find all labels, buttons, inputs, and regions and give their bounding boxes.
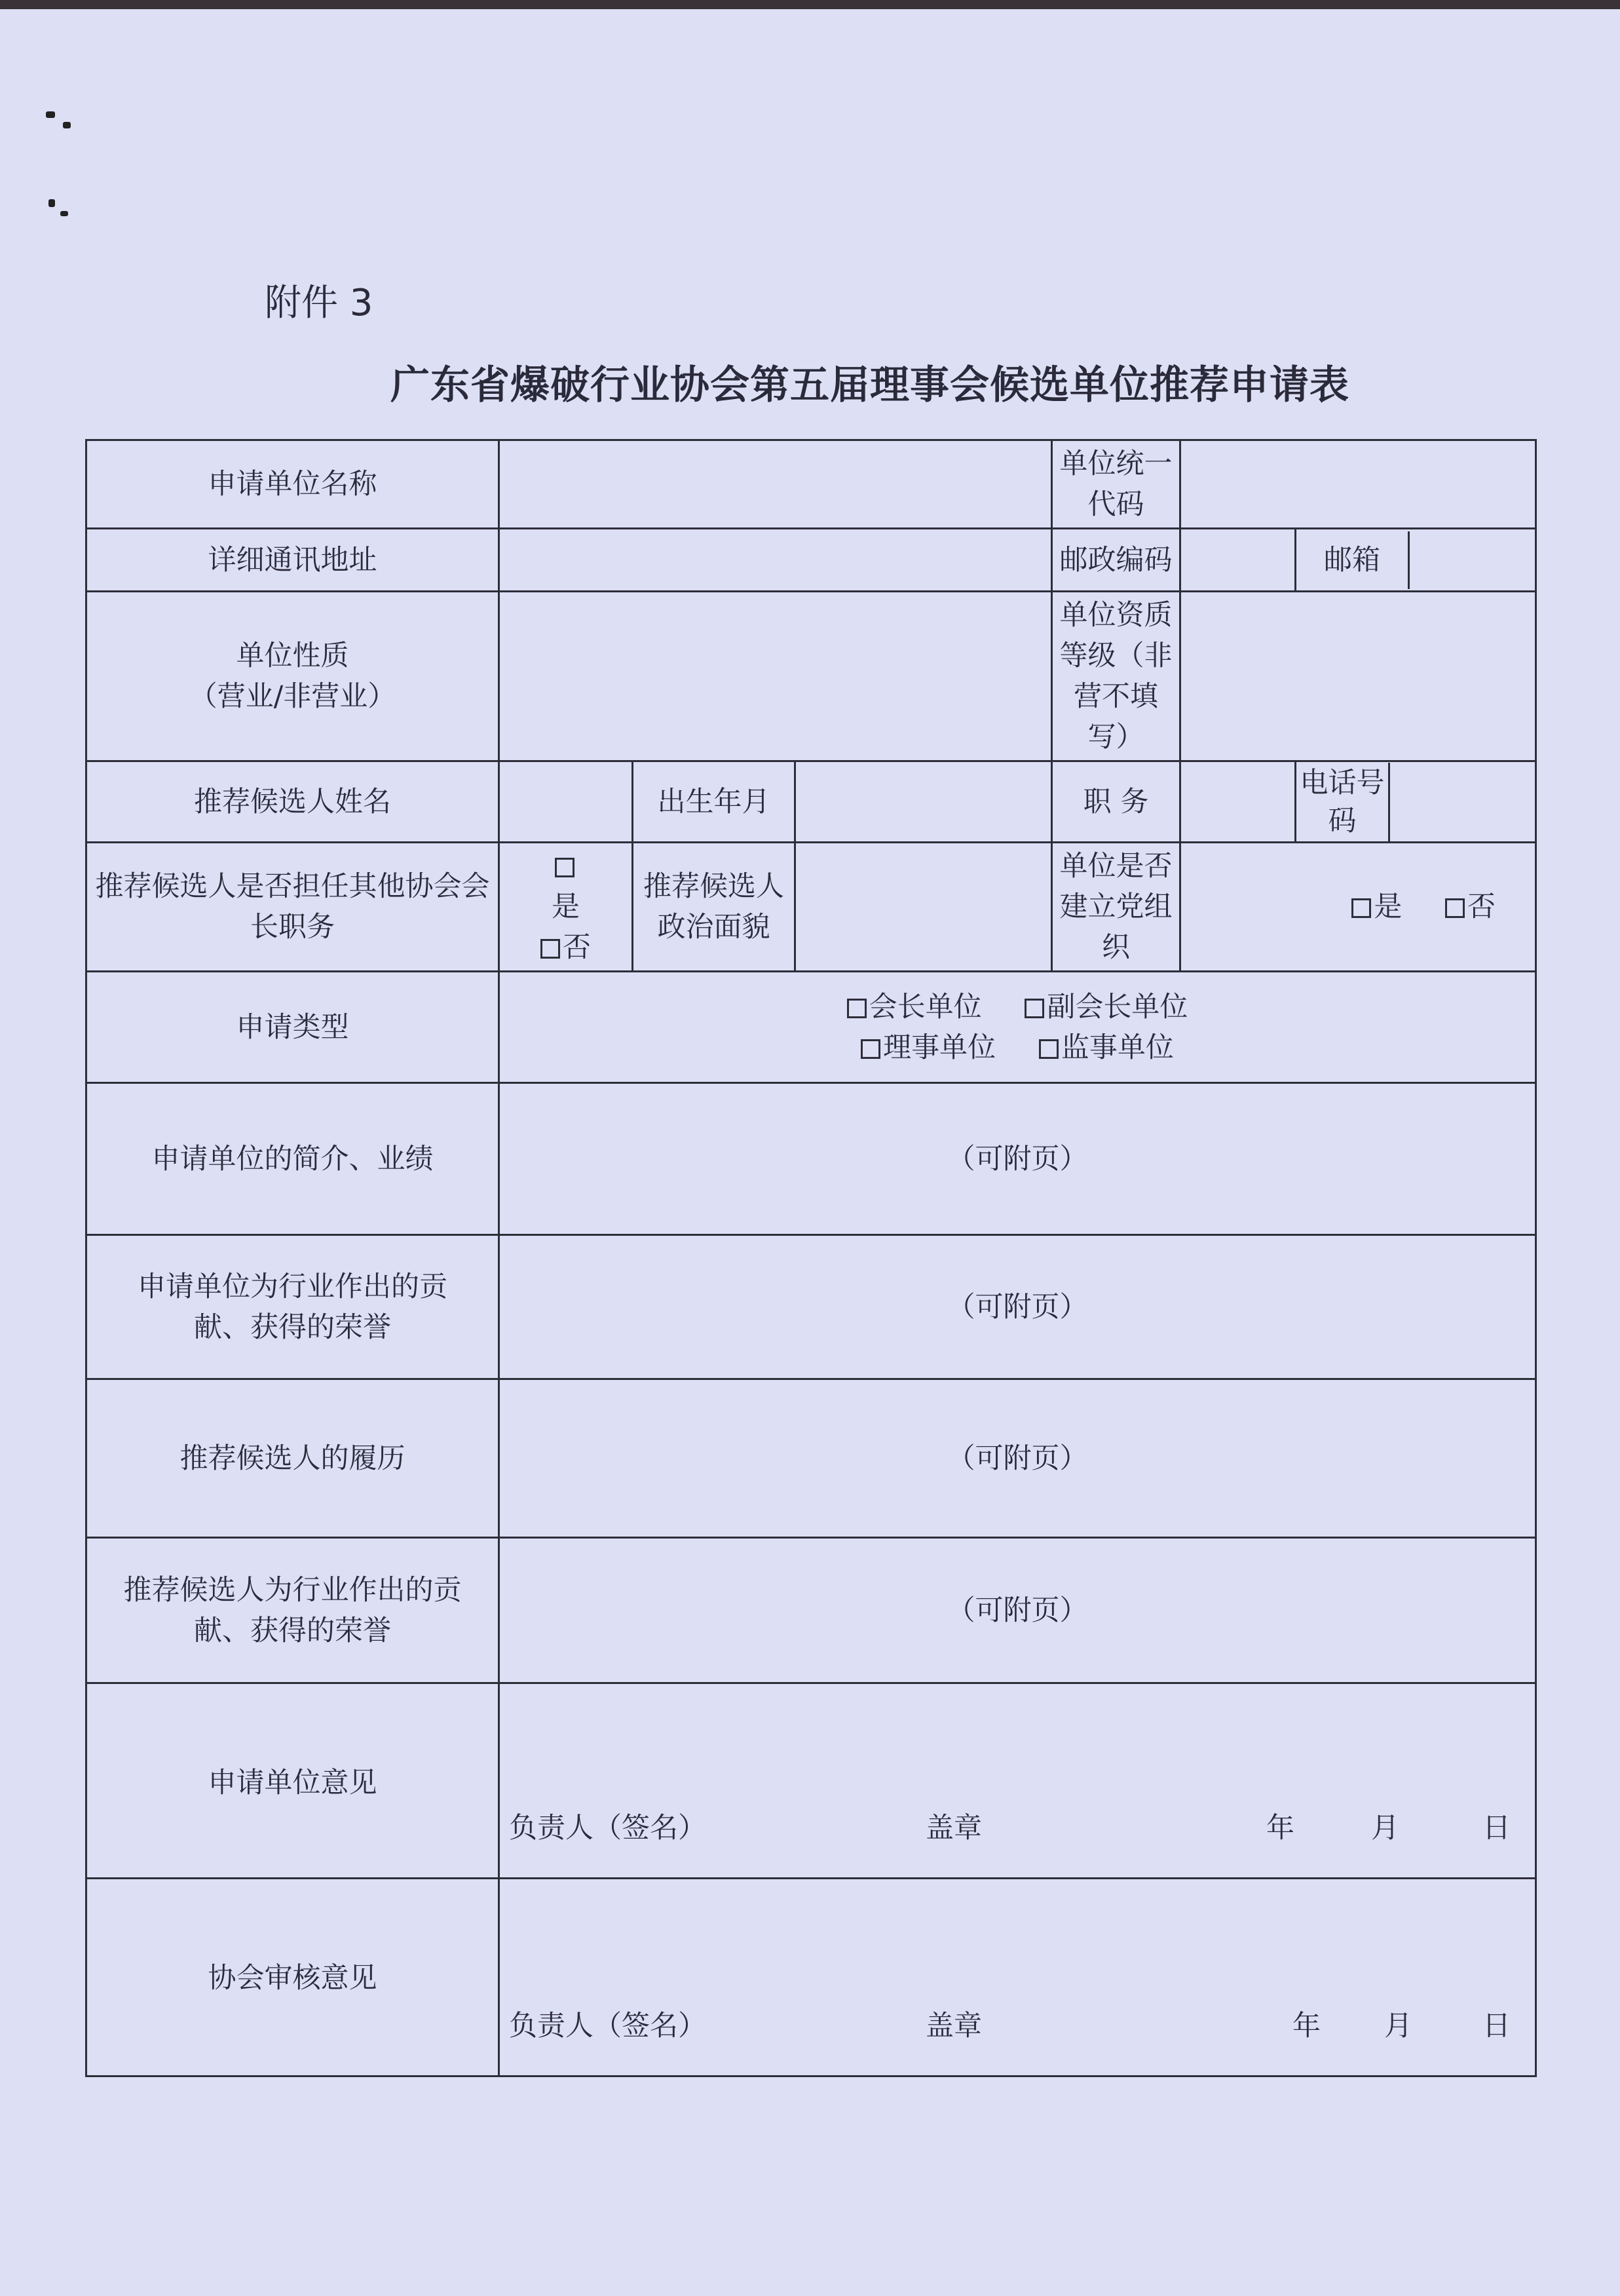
row-apply-type (86, 972, 1536, 1083)
qualification-field[interactable] (1180, 592, 1536, 761)
party-org-no-checkbox[interactable] (1445, 898, 1465, 918)
intro-field[interactable] (499, 1083, 1536, 1235)
cand-contrib-field[interactable] (499, 1538, 1536, 1683)
intro-label: 申请单位的简介、业绩 (86, 1083, 499, 1235)
scan-speck (63, 122, 71, 128)
apply-type-options (499, 972, 1536, 1083)
position-field[interactable] (1180, 761, 1296, 843)
assoc-opinion-day: 日 (1482, 2010, 1511, 2042)
unit-contrib-label: 申请单位为行业作出的贡献、获得的荣誉 (86, 1235, 499, 1379)
vice-president-unit-checkbox[interactable] (1025, 999, 1044, 1018)
president-unit-checkbox[interactable] (847, 999, 867, 1018)
supervisor-unit-label: 监事单位 (1061, 1031, 1174, 1064)
candidate-name-label: 推荐候选人姓名 (86, 761, 499, 843)
council-unit-checkbox[interactable] (861, 1039, 880, 1059)
email-label: 邮箱 (1296, 531, 1410, 589)
row-unit-nature (86, 592, 1536, 761)
unit-code-field[interactable] (1180, 440, 1536, 529)
scan-speck (46, 111, 55, 118)
email-cell (1296, 529, 1536, 592)
other-assoc-yes-label: 是 (552, 890, 580, 923)
row-candidate (86, 761, 1536, 843)
form-title: 广东省爆破行业协会第五届理事会候选单位推荐申请表 (390, 362, 1349, 408)
unit-opinion-year: 年 (1266, 1812, 1294, 1845)
supervisor-unit-checkbox[interactable] (1039, 1039, 1059, 1059)
attachment-number: 附件 3 (265, 282, 373, 324)
unit-code-label: 单位统一代码 (1052, 440, 1180, 529)
other-assoc-yes-checkbox[interactable] (555, 858, 575, 877)
unit-opinion-signer: 负责人（签名） (509, 1812, 706, 1845)
resume-field[interactable] (499, 1379, 1536, 1538)
row-cand-contrib (86, 1538, 1536, 1683)
assoc-opinion-label: 协会审核意见 (86, 1879, 499, 2076)
row-other-assoc (86, 843, 1536, 972)
unit-nature-note: （营业/非营业） (189, 680, 396, 713)
other-assoc-label: 推荐候选人是否担任其他协会会长职务 (86, 843, 499, 972)
resume-label: 推荐候选人的履历 (86, 1379, 499, 1538)
phone-cell (1296, 761, 1536, 843)
unit-name-label: 申请单位名称 (86, 440, 499, 529)
president-unit-label: 会长单位 (869, 990, 982, 1024)
unit-nature-cell (86, 592, 499, 761)
unit-name-field[interactable] (499, 440, 1052, 529)
unit-contrib-field[interactable] (499, 1235, 1536, 1379)
political-field[interactable] (795, 843, 1052, 972)
row-address (86, 529, 1536, 592)
assoc-opinion-signer: 负责人（签名） (509, 2010, 706, 2042)
postcode-field[interactable] (1180, 529, 1296, 592)
unit-opinion-day: 日 (1482, 1812, 1511, 1845)
address-label: 详细通讯地址 (86, 529, 499, 592)
phone-label: 电话号码 (1296, 763, 1390, 841)
cand-contrib-attach-note: （可附页） (947, 1594, 1088, 1627)
council-unit-label: 理事单位 (883, 1031, 996, 1064)
apply-type-label: 申请类型 (86, 972, 499, 1083)
qualification-label: 单位资质等级（非营不填写） (1052, 592, 1180, 761)
application-form-table (85, 439, 1537, 2077)
party-org-options (1180, 843, 1536, 972)
assoc-opinion-month: 月 (1384, 2010, 1412, 2042)
row-unit-name (86, 440, 1536, 529)
birth-field[interactable] (795, 761, 1052, 843)
political-label: 推荐候选人政治面貌 (633, 843, 795, 972)
position-label: 职 务 (1052, 761, 1180, 843)
resume-attach-note: （可附页） (947, 1442, 1088, 1475)
unit-opinion-month: 月 (1371, 1812, 1399, 1845)
party-org-label: 单位是否建立党组织 (1052, 843, 1180, 972)
address-field[interactable] (499, 529, 1052, 592)
other-assoc-no-label: 否 (563, 931, 591, 964)
party-org-yes-label: 是 (1374, 890, 1403, 923)
row-assoc-opinion (86, 1879, 1536, 2076)
assoc-opinion-year: 年 (1292, 2010, 1321, 2042)
unit-nature-label: 单位性质 (236, 640, 349, 672)
scan-speck (48, 199, 55, 207)
assoc-opinion-seal: 盖章 (926, 2010, 982, 2042)
unit-opinion-seal: 盖章 (926, 1812, 982, 1845)
scan-top-edge (0, 0, 1620, 9)
unit-contrib-attach-note: （可附页） (947, 1290, 1088, 1324)
assoc-opinion-field[interactable] (499, 1879, 1536, 2076)
party-org-yes-checkbox[interactable] (1351, 898, 1371, 918)
row-unit-opinion (86, 1683, 1536, 1879)
row-unit-contrib (86, 1235, 1536, 1379)
intro-attach-note: （可附页） (947, 1142, 1088, 1176)
cand-contrib-label: 推荐候选人为行业作出的贡献、获得的荣誉 (86, 1538, 499, 1683)
postcode-label: 邮政编码 (1052, 529, 1180, 592)
scan-speck (60, 211, 68, 216)
party-org-no-label: 否 (1467, 890, 1496, 923)
other-assoc-options (499, 843, 633, 972)
row-resume (86, 1379, 1536, 1538)
vice-president-unit-label: 副会长单位 (1047, 990, 1188, 1024)
unit-nature-field[interactable] (499, 592, 1052, 761)
row-intro (86, 1083, 1536, 1235)
unit-opinion-field[interactable] (499, 1683, 1536, 1879)
unit-opinion-label: 申请单位意见 (86, 1683, 499, 1879)
birth-label: 出生年月 (633, 761, 795, 843)
other-assoc-no-checkbox[interactable] (540, 939, 560, 959)
candidate-name-field[interactable] (499, 761, 633, 843)
